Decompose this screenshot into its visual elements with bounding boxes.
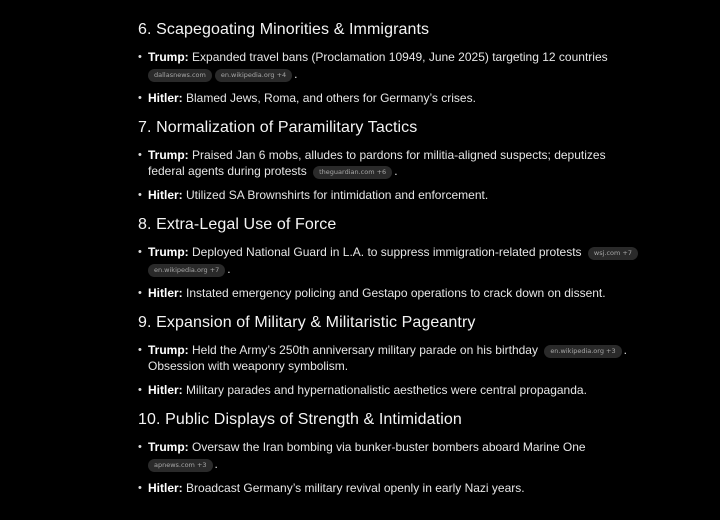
citation-row <box>148 261 638 277</box>
list-item <box>138 49 638 82</box>
bullet-list <box>138 147 638 203</box>
bullet-lead: Hitler: <box>148 383 183 397</box>
citation-chip[interactable]: en.wikipedia.org +7 <box>148 264 225 277</box>
section-extra-legal-force <box>138 215 638 301</box>
bullet-list <box>138 49 638 106</box>
bullet-lead: Hitler: <box>148 481 183 495</box>
bullet-lead: Trump: <box>148 148 189 162</box>
bullet-lead: Hitler: <box>148 286 183 300</box>
bullet-lead: Trump: <box>148 245 189 259</box>
bullet-text: Oversaw the Iran bombing via bunker-buster bombers aboard Marine One <box>192 440 586 454</box>
section-heading: 6. Scapegoating Minorities & Immigrants <box>138 21 430 38</box>
citation-chip[interactable]: wsj.com +7 <box>588 247 638 260</box>
list-item <box>138 439 638 472</box>
sentence-end: . <box>623 343 627 357</box>
list-item <box>138 285 638 301</box>
bullet-lead: Hitler: <box>148 188 183 202</box>
bullet-text: Praised Jan 6 mobs, alludes to pardons for militia-aligned suspects; deputizes federal agents during protests <box>148 148 606 178</box>
citation-chip[interactable]: dallasnews.com <box>148 69 212 82</box>
bullet-text: Utilized SA Brownshirts for intimidation and enforcement. <box>186 188 489 202</box>
bullet-lead: Trump: <box>148 440 189 454</box>
sentence-end: . <box>214 457 218 471</box>
section-heading: 10. Public Displays of Strength & Intimidation <box>138 411 462 428</box>
list-item <box>138 187 638 203</box>
section-heading: 9. Expansion of Military & Militaristic Pageantry <box>138 314 476 331</box>
section-scapegoating <box>138 20 638 106</box>
bullet-text: Held the Army’s 250th anniversary military parade on his birthday <box>192 343 538 357</box>
citation-chip[interactable]: theguardian.com +6 <box>313 166 392 179</box>
sentence-end: . <box>394 164 398 178</box>
section-paramilitary <box>138 118 638 203</box>
list-item <box>138 382 638 398</box>
list-item <box>138 147 638 179</box>
list-item <box>138 244 638 277</box>
bullet-lead: Trump: <box>148 343 189 357</box>
bullet-list <box>138 439 638 496</box>
bullet-text: Broadcast Germany’s military revival openly in early Nazi years. <box>186 481 525 495</box>
sentence-end: . <box>294 67 298 81</box>
list-item <box>138 342 638 374</box>
section-heading: 8. Extra-Legal Use of Force <box>138 216 337 233</box>
section-heading: 7. Normalization of Paramilitary Tactics <box>138 119 418 136</box>
bullet-text: Blamed Jews, Roma, and others for Germany’s crises. <box>186 91 476 105</box>
list-item <box>138 90 638 106</box>
bullet-text: Military parades and hypernationalistic aesthetics were central propaganda. <box>186 383 587 397</box>
bullet-text: Expanded travel bans (Proclamation 10949, June 2025) targeting 12 countries <box>192 50 608 64</box>
bullet-text: Instated emergency policing and Gestapo operations to crack down on dissent. <box>186 286 606 300</box>
citation-chip[interactable]: en.wikipedia.org +3 <box>544 345 621 358</box>
citation-row <box>148 66 638 82</box>
list-item <box>138 480 638 496</box>
bullet-lead: Hitler: <box>148 91 183 105</box>
bullet-lead: Trump: <box>148 50 189 64</box>
citation-chip[interactable]: en.wikipedia.org +4 <box>215 69 292 82</box>
bullet-text-continued: Obsession with weaponry symbolism. <box>148 359 349 373</box>
bullet-text: Deployed National Guard in L.A. to suppress immigration-related protests <box>192 245 582 259</box>
sentence-end: . <box>227 262 231 276</box>
bullet-list <box>138 244 638 301</box>
citation-chip[interactable]: apnews.com +3 <box>148 459 213 472</box>
citation-row <box>148 456 638 472</box>
section-military-pageantry <box>138 313 638 398</box>
bullet-list <box>138 342 638 398</box>
section-displays-of-strength <box>138 410 638 496</box>
